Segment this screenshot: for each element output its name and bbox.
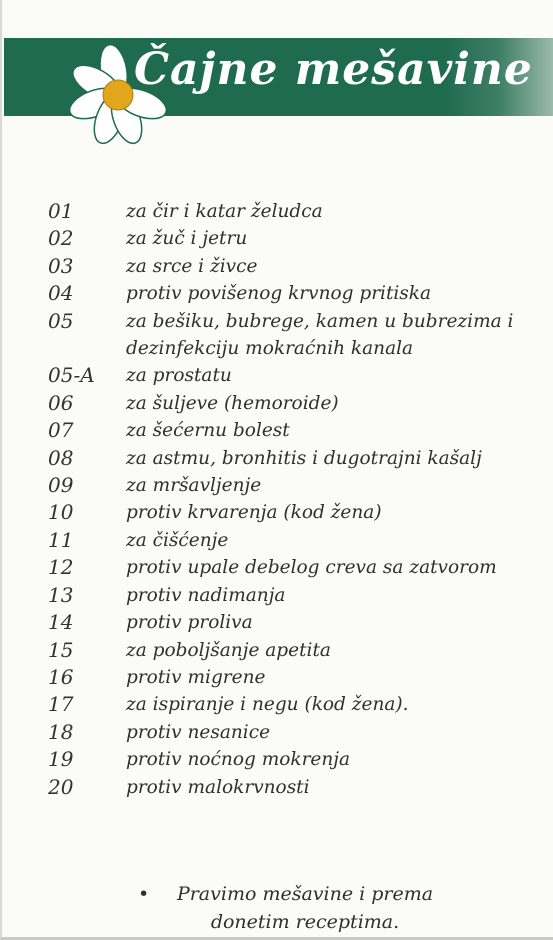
entry-number: 17 (48, 692, 74, 717)
list-item (0, 609, 553, 636)
entry-number: 16 (48, 664, 74, 689)
entry-number: 15 (48, 637, 74, 662)
entry-text: protiv povišenog krvnog pritiska (126, 283, 432, 305)
list-item (0, 472, 553, 499)
entry-number: 20 (48, 774, 74, 799)
list-item (0, 499, 553, 526)
entry-number: 11 (48, 527, 74, 552)
list-item (0, 280, 553, 307)
entry-number: 14 (48, 610, 74, 635)
list-item (0, 774, 553, 801)
entry-number: 12 (48, 555, 74, 580)
entry-text: protiv proliva (126, 612, 253, 634)
list-item (0, 554, 553, 581)
entry-number: 01 (48, 199, 74, 223)
footer-note-text: Pravimo mešavine i prema donetim receptima. (176, 883, 434, 933)
entry-number: 08 (48, 445, 74, 470)
entry-number: 06 (48, 390, 74, 415)
list-item (0, 637, 553, 664)
list-item (0, 253, 553, 280)
entry-number: 18 (48, 719, 74, 744)
entry-text: za poboljšanje apetita (126, 639, 331, 661)
entry-number: 10 (48, 500, 74, 525)
footer-note (140, 880, 470, 936)
entry-number: 19 (48, 747, 74, 772)
entry-text: za astmu, bronhitis i dugotrajni kašalj (126, 447, 482, 469)
entry-number: 07 (48, 418, 74, 443)
entry-text: za žuč i jetru (126, 228, 248, 250)
entry-text: protiv noćnog mokrenja (126, 749, 351, 771)
entry-number: 13 (48, 582, 74, 607)
entry-number: 03 (48, 253, 74, 278)
list-item (0, 582, 553, 609)
entry-text: protiv nesanice (126, 721, 271, 743)
list-item (0, 445, 553, 472)
entry-text: za srce i živce (126, 255, 258, 277)
bullet-icon: • (138, 883, 150, 905)
entry-text: za mršavljenje (126, 475, 262, 497)
entry-text: za šećernu bolest (126, 420, 290, 442)
entry-number: 04 (48, 281, 74, 306)
entry-text: za bešiku, bubrege, kamen u bubrezima i dezinfekciju mokraćnih kanala (126, 310, 514, 360)
list-item (0, 198, 553, 225)
list-item (0, 527, 553, 554)
entry-text: protiv migrene (126, 666, 266, 688)
entry-number: 05 (48, 308, 74, 333)
entry-text: protiv upale debelog creva sa zatvorom (126, 557, 497, 579)
page-title: Čajne mešavine (134, 44, 533, 95)
entry-text: za prostatu (126, 365, 232, 387)
entry-number: 02 (48, 226, 74, 251)
list-item (0, 746, 553, 773)
entry-text: protiv nadimanja (126, 584, 286, 606)
entry-text: za šuljeve (hemoroide) (126, 392, 339, 414)
list-item (0, 225, 553, 252)
blend-list (0, 198, 553, 801)
entry-text: za čir i katar želudca (126, 201, 323, 222)
list-item (0, 308, 553, 363)
list-item (0, 719, 553, 746)
entry-text: protiv krvarenja (kod žena) (126, 502, 382, 524)
list-item (0, 417, 553, 444)
entry-text: protiv malokrvnosti (126, 776, 310, 798)
list-item (0, 664, 553, 691)
list-item (0, 362, 553, 389)
entry-number: 05-A (48, 363, 95, 388)
list-item (0, 691, 553, 718)
entry-text: za ispiranje i negu (kod žena). (126, 694, 409, 716)
entry-text: za čišćenje (126, 529, 229, 551)
entry-number: 09 (48, 473, 74, 498)
list-item (0, 390, 553, 417)
